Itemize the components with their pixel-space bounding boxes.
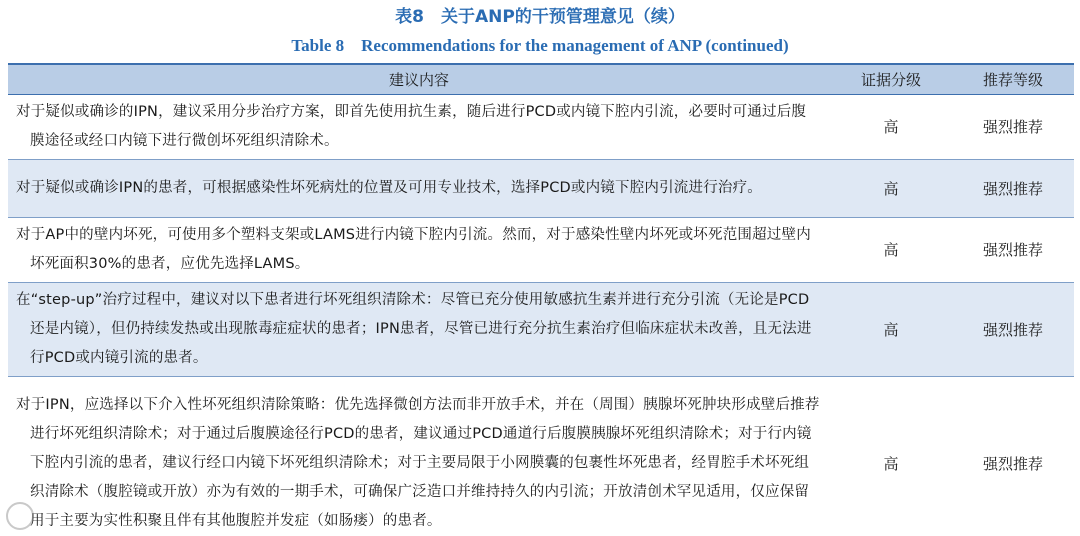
table-title-english: Table 8 Recommendations for the management of ANP (continued) bbox=[291, 36, 789, 55]
header-evidence-level: 证据分级 bbox=[830, 64, 952, 94]
evidence-level: 高 bbox=[830, 282, 952, 376]
evidence-level: 高 bbox=[830, 376, 952, 536]
table-row bbox=[8, 282, 1074, 376]
recommendation-grade: 强烈推荐 bbox=[952, 282, 1074, 376]
recommendations-table bbox=[8, 63, 1074, 536]
recommendation-text: 对于疑似或确诊的IPN，建议采用分步治疗方案，即首先使用抗生素，随后进行PCD或内镜下腔内引流，必要时可通过后腹膜途径或经口内镜下进行微创坏死组织清除术。 bbox=[8, 94, 830, 159]
recommendation-text: 对于IPN，应选择以下介入性坏死组织清除策略：优先选择微创方法而非开放手术，并在（周围）胰腺坏死肿块形成壁后推荐进行坏死组织清除术；对于通过后腹膜途径行PCD的患者，建议通过PCD通道行后腹膜胰腺坏死组织清除术；对于行内镜下腔内引流的患者，建议行经口内镜下坏死组织清除术；对于主要局限于小网膜囊的包裹性坏死患者，经胃腔手术坏死组织清除术（腹腔镜或开放）亦为有效的一期手术，可确保广泛造口并维持持久的内引流；开放清创术罕见适用，仅应保留用于主要为实性积聚且伴有其他腹腔并发症（如肠瘘）的患者。 bbox=[8, 376, 830, 536]
table-header-row bbox=[8, 64, 1074, 94]
recommendation-text: 对于AP中的壁内坏死，可使用多个塑料支架或LAMS进行内镜下腔内引流。然而，对于感染性壁内坏死或坏死范围超过壁内坏死面积30%的患者，应优先选择LAMS。 bbox=[8, 217, 830, 282]
recommendation-grade: 强烈推荐 bbox=[952, 217, 1074, 282]
table-row bbox=[8, 94, 1074, 159]
recommendation-grade: 强烈推荐 bbox=[952, 94, 1074, 159]
evidence-level: 高 bbox=[830, 94, 952, 159]
recommendation-grade: 强烈推荐 bbox=[952, 159, 1074, 217]
table-title-chinese: 表8 关于ANP的干预管理意见（续） bbox=[395, 7, 685, 27]
table-row bbox=[8, 376, 1074, 536]
watermark-logo-icon bbox=[6, 502, 34, 530]
header-recommendation-grade: 推荐等级 bbox=[952, 64, 1074, 94]
recommendation-grade: 强烈推荐 bbox=[952, 376, 1074, 536]
evidence-level: 高 bbox=[830, 159, 952, 217]
evidence-level: 高 bbox=[830, 217, 952, 282]
watermark bbox=[6, 500, 166, 534]
header-recommendation: 建议内容 bbox=[8, 64, 830, 94]
table-row bbox=[8, 159, 1074, 217]
recommendation-text: 在“step-up”治疗过程中，建议对以下患者进行坏死组织清除术：尽管已充分使用敏感抗生素并进行充分引流（无论是PCD还是内镜），但仍持续发热或出现脓毒症症状的患者；IPN患者，尽管已进行充分抗生素治疗但临床症状未改善，且无法进行PCD或内镜引流的患者。 bbox=[8, 282, 830, 376]
recommendation-text: 对于疑似或确诊IPN的患者，可根据感染性坏死病灶的位置及可用专业技术，选择PCD或内镜下腔内引流进行治疗。 bbox=[8, 159, 830, 217]
table-row bbox=[8, 217, 1074, 282]
